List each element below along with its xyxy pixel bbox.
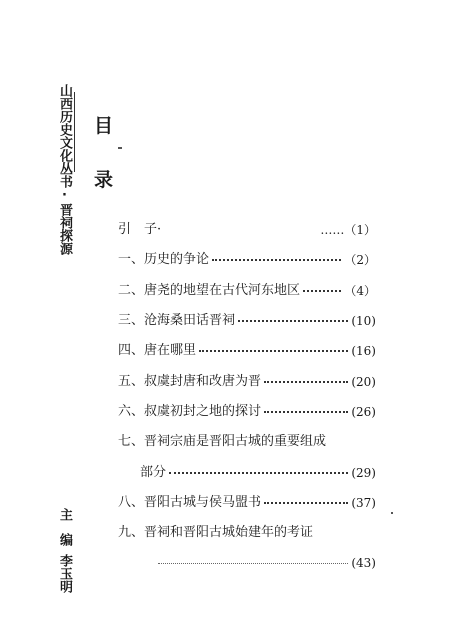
series-title: 山西历史文化丛书·晋祠探源 bbox=[57, 84, 72, 255]
toc-entry[interactable] bbox=[118, 427, 376, 457]
contents-heading-lu: 录 bbox=[94, 169, 114, 191]
editor-name: 李玉明 bbox=[57, 554, 72, 593]
toc-entry[interactable] bbox=[118, 276, 376, 306]
toc-entry[interactable] bbox=[118, 397, 376, 427]
toc-entry-title: 引 子· bbox=[118, 222, 162, 238]
toc-entry-page: (10) bbox=[351, 314, 376, 329]
toc-entry-page: (29) bbox=[351, 465, 376, 480]
sidebar-rule bbox=[74, 92, 75, 172]
print-speck bbox=[391, 512, 393, 514]
toc-entry-title: 五、叔虞封唐和改唐为晋 bbox=[118, 373, 262, 389]
toc-entry-title: 九、晋祠和晋阳古城始建年的考证 bbox=[118, 525, 314, 541]
toc-leader-dots bbox=[199, 350, 348, 352]
table-of-contents bbox=[118, 215, 376, 579]
toc-leader-dots bbox=[264, 411, 348, 413]
toc-entry-title: 三、沧海桑田话晋祠 bbox=[118, 313, 236, 329]
toc-entry-title: 二、唐尧的地望在古代河东地区 bbox=[118, 282, 301, 298]
toc-entry-title: 一、历史的争论 bbox=[118, 252, 210, 268]
toc-entry-page: (20) bbox=[351, 374, 376, 389]
print-speck bbox=[118, 147, 122, 149]
toc-entry-title: 四、唐在哪里 bbox=[118, 343, 197, 359]
toc-entry[interactable] bbox=[118, 548, 376, 578]
toc-leader-dots bbox=[264, 381, 348, 383]
contents-heading-mu: 目 bbox=[94, 115, 114, 137]
toc-entry[interactable] bbox=[118, 215, 376, 245]
editor-label: 主编 bbox=[57, 508, 72, 558]
toc-entry-title: 七、晋祠宗庙是晋阳古城的重要组成 bbox=[118, 434, 327, 450]
toc-entry-page: (16) bbox=[351, 344, 376, 359]
toc-entry[interactable] bbox=[118, 336, 376, 366]
toc-entry[interactable] bbox=[118, 457, 376, 487]
toc-entry-page: （4） bbox=[344, 283, 376, 298]
toc-entry[interactable] bbox=[118, 518, 376, 548]
toc-leader-dots bbox=[212, 259, 341, 261]
toc-entry-page: （2） bbox=[344, 253, 376, 268]
toc-entry-page: ……（1） bbox=[320, 223, 376, 238]
toc-leader-dots bbox=[158, 563, 348, 564]
toc-leader-dots bbox=[238, 320, 348, 322]
toc-leader-dots bbox=[303, 290, 341, 292]
toc-entry[interactable] bbox=[118, 488, 376, 518]
toc-entry-title: 部分 bbox=[140, 464, 167, 480]
toc-entry-page: (43) bbox=[351, 556, 376, 571]
toc-entry-page: (26) bbox=[351, 404, 376, 419]
toc-entry-title: 八、晋阳古城与侯马盟书 bbox=[118, 494, 262, 510]
toc-entry[interactable] bbox=[118, 306, 376, 336]
toc-leader-dots bbox=[264, 502, 348, 504]
toc-entry[interactable] bbox=[118, 366, 376, 396]
toc-entry[interactable] bbox=[118, 245, 376, 275]
toc-entry-title: 六、叔虞初封之地的探讨 bbox=[118, 403, 262, 419]
sidebar bbox=[54, 84, 74, 624]
toc-leader-dots bbox=[169, 472, 348, 474]
toc-entry-page: (37) bbox=[351, 495, 376, 510]
